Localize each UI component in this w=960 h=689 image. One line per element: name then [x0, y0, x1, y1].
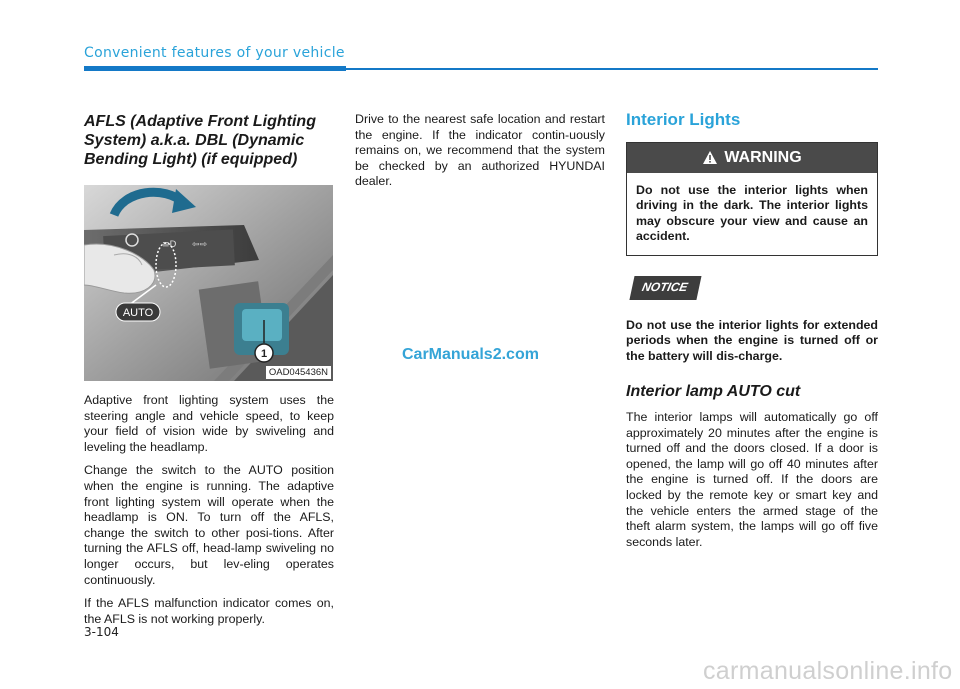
section-header-title: Convenient features of your vehicle: [84, 45, 345, 61]
warning-box: [626, 142, 878, 256]
afls-switch-illustration: [84, 185, 333, 381]
column-left: [84, 112, 334, 635]
warning-text: Do not use the interior lights when driving in the dark. The interior lights may obscure your view and cause an accident.: [636, 182, 868, 244]
paragraph: The interior lamps will automatically go off approximately 20 minutes after the engine is turned off and the doors closed. If a door is opened, the lamp will go off 40 minutes after the engine is turned off. If the doors are locked by the remote key or smart key and the vehicle enters the armed stage of the theft alarm system, the lamps will go off five seconds later.: [626, 409, 878, 549]
paragraph: Change the switch to the AUTO position when the engine is running. The adaptive front lighting system will operate when the headlamp is ON. To turn off the AFLS, change the switch to other posi-tions. After turning the AFLS off, head-lamp swiveling no longer occurs, but lev-eling operates continuously.: [84, 463, 334, 587]
warning-header: [627, 143, 877, 173]
warning-triangle-icon: [702, 150, 718, 165]
column-right: [626, 112, 878, 558]
header-rule-thin: [346, 68, 878, 70]
auto-cut-heading: Interior lamp AUTO cut: [626, 383, 801, 401]
callout-number: 1: [260, 348, 268, 360]
notice-text: Do not use the interior lights for extended periods when the engine is turned off or the battery will dis-charge.: [626, 317, 878, 363]
column-middle: [355, 112, 605, 198]
svg-text:≡D: ≡D: [162, 240, 177, 250]
interior-lights-title: Interior Lights: [626, 110, 741, 129]
paragraph: If the AFLS malfunction indicator comes on, the AFLS is not working properly.: [84, 596, 334, 626]
svg-text:⇦⇨: ⇦⇨: [192, 240, 208, 250]
warning-label: WARNING: [724, 148, 802, 166]
page-number: 3-104: [84, 625, 119, 639]
notice-badge: NOTICE: [629, 276, 701, 300]
paragraph: Drive to the nearest safe location and restart the engine. If the indicator contin-uously remains on, we recommend that the system be checked by an authorized HYUNDAI dealer.: [355, 112, 605, 189]
figure-code: OAD045436N: [266, 366, 331, 379]
paragraph: Adaptive front lighting system uses the steering angle and vehicle speed, to keep your field of vision wide by swiveling and leveling the headlamp.: [84, 393, 334, 454]
header-rule-thick: [84, 66, 346, 71]
watermark-mid: CarManuals2.com: [402, 346, 539, 363]
auto-label: AUTO: [122, 307, 154, 319]
afls-heading: AFLS (Adaptive Front Lighting System) a.k.a. DBL (Dynamic Bending Light) (if equipped): [84, 113, 316, 168]
watermark-bottom: carmanualsonline.info: [703, 657, 953, 685]
afls-switch-figure: [84, 185, 333, 381]
